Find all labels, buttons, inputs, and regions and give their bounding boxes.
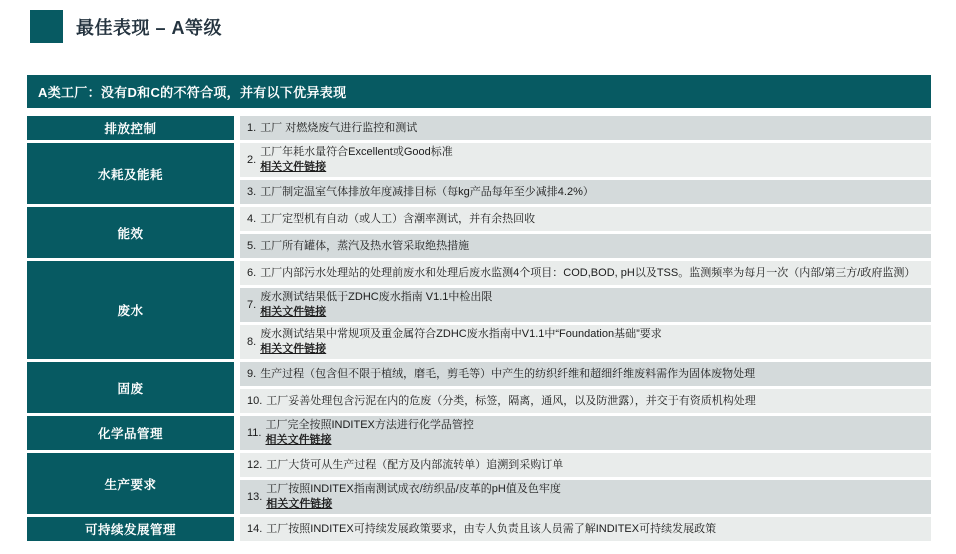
item-number: 13. — [247, 490, 263, 503]
item-text: 工厂按照INDITEX指南测试成衣/纺织品/皮革的pH值及色牢度 — [266, 483, 561, 495]
table-row — [240, 180, 931, 204]
item-number: 7. — [247, 298, 257, 311]
item-text: 废水测试结果中常规项及重金属符合ZDHC废水指南中V1.1中“Foundation基础”要求 — [260, 328, 662, 340]
table-row — [240, 517, 931, 541]
item-number: 5. — [247, 239, 257, 252]
table-row — [240, 362, 931, 386]
item-number: 11. — [247, 426, 262, 439]
table-row — [240, 453, 931, 477]
item-number: 10. — [247, 394, 263, 407]
item-text: 工厂所有罐体，蒸汽及热水管采取绝热措施 — [260, 239, 470, 252]
related-doc-link[interactable]: 相关文件链接 — [266, 498, 333, 510]
item-text: 工厂按照INDITEX可持续发展政策要求，由专人负责且该人员需了解INDITEX可持续发展政策 — [266, 522, 717, 535]
item-text: 工厂制定温室气体排放年度减排目标（每kg产品每年至少减排4.2%） — [260, 185, 594, 198]
item-number: 2. — [247, 153, 257, 166]
table-row — [240, 416, 931, 450]
category-cell: 水耗及能耗 — [27, 143, 234, 204]
item-text: 工厂 对燃烧废气进行监控和测试 — [260, 121, 418, 134]
related-doc-link[interactable]: 相关文件链接 — [260, 161, 327, 173]
item-text: 废水测试结果低于ZDHC废水指南 V1.1中检出限 — [260, 291, 493, 303]
related-doc-link[interactable]: 相关文件链接 — [265, 434, 332, 446]
table-row — [240, 389, 931, 413]
section-header-text: A类工厂：没有D和C的不符合项，并有以下优异表现 — [38, 85, 347, 100]
item-text: 工厂妥善处理包含污泥在内的危废（分类，标签，隔离，通风，以及防泄露），并交于有资质机构处理 — [266, 394, 756, 407]
category-cell: 化学品管理 — [27, 416, 234, 450]
title-row — [30, 10, 222, 43]
item-number: 12. — [247, 458, 263, 471]
item-number: 8. — [247, 335, 257, 348]
table-row — [240, 480, 931, 514]
category-cell: 能效 — [27, 207, 234, 258]
related-doc-link[interactable]: 相关文件链接 — [260, 343, 327, 355]
category-cell: 可持续发展管理 — [27, 517, 234, 541]
table-row — [240, 116, 931, 140]
item-number: 14. — [247, 522, 263, 535]
table-row — [240, 325, 931, 359]
item-number: 4. — [247, 212, 257, 225]
table-row — [240, 143, 931, 177]
item-text: 生产过程（包含但不限于植绒，磨毛，剪毛等）中产生的纺织纤维和超细纤维废料需作为固体废物处理 — [260, 367, 756, 380]
item-text: 工厂完全按照INDITEX方法进行化学品管控 — [265, 419, 474, 431]
item-text: 工厂内部污水处理站的处理前废水和处理后废水监测4个项目：COD,BOD, pH以及TSS。监测频率为每月一次（内部/第三方/政府监测） — [260, 266, 916, 279]
item-text: 工厂年耗水量符合Excellent或Good标准 — [260, 146, 453, 158]
teal-square-icon — [30, 10, 63, 43]
item-text: 工厂定型机有自动（或人工）含潮率测试，并有余热回收 — [260, 212, 536, 225]
category-cell: 生产要求 — [27, 453, 234, 514]
item-number: 1. — [247, 121, 257, 134]
table-row — [240, 234, 931, 258]
criteria-table — [27, 116, 931, 541]
section-header-bar — [27, 75, 931, 108]
table-row — [240, 261, 931, 285]
item-number: 3. — [247, 185, 257, 198]
page-title: 最佳表现 – A等级 — [76, 17, 223, 38]
related-doc-link[interactable]: 相关文件链接 — [260, 306, 327, 318]
item-number: 9. — [247, 367, 257, 380]
category-cell: 废水 — [27, 261, 234, 359]
item-text: 工厂大货可从生产过程（配方及内部流转单）追溯到采购订单 — [266, 458, 564, 471]
category-cell: 排放控制 — [27, 116, 234, 140]
item-number: 6. — [247, 266, 257, 279]
table-row — [240, 207, 931, 231]
category-cell: 固废 — [27, 362, 234, 413]
table-row — [240, 288, 931, 322]
